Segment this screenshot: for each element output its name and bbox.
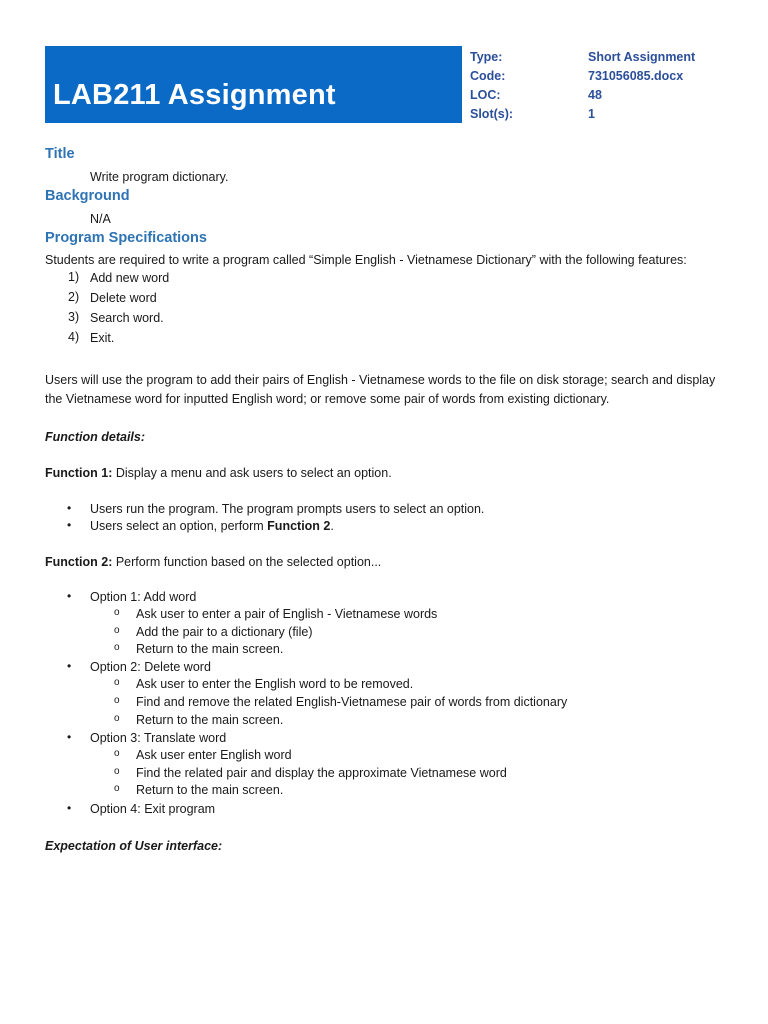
- meta-row-type: [470, 48, 760, 67]
- function-1-label: Function 1:: [45, 466, 113, 480]
- function-1-bullet-end: .: [330, 519, 334, 533]
- meta-value: 1: [588, 107, 595, 121]
- sub-bullet-icon: o: [114, 677, 120, 688]
- function-1-bullet: [90, 518, 334, 534]
- option-item: Option 3: Translate word: [90, 731, 227, 745]
- sub-bullet-icon: o: [114, 713, 120, 724]
- usage-paragraph-line: the Vietnamese word for inputted English word; or remove some pair of words from existing dictionary.: [45, 392, 610, 406]
- sub-bullet-icon: o: [114, 607, 120, 618]
- option-sub-item: Return to the main screen.: [136, 642, 284, 656]
- option-item: Option 1: Add word: [90, 590, 197, 604]
- sub-bullet-icon: o: [114, 625, 120, 636]
- sub-bullet-icon: o: [114, 783, 120, 794]
- meta-key: Code:: [470, 69, 506, 83]
- sub-bullet-icon: o: [114, 748, 120, 759]
- function-2-label: Function 2:: [45, 555, 113, 569]
- meta-row-loc: [470, 86, 760, 105]
- feature-item: Search word.: [90, 311, 164, 325]
- sub-bullet-icon: o: [114, 642, 120, 653]
- meta-table: [470, 48, 760, 124]
- title-text: Write program dictionary.: [90, 170, 229, 184]
- option-item: Option 4: Exit program: [90, 802, 216, 816]
- meta-row-code: [470, 67, 760, 86]
- option-sub-item: Ask user enter English word: [136, 748, 292, 762]
- meta-row-slots: [470, 105, 760, 124]
- bullet-icon: •: [67, 589, 72, 603]
- function-1-description: [45, 465, 392, 481]
- heading-title: Title: [45, 146, 75, 162]
- bullet-icon: •: [67, 501, 72, 515]
- option-sub-item: Return to the main screen.: [136, 783, 284, 797]
- usage-paragraph-line: Users will use the program to add their pairs of English - Vietnamese words to the file on disk storage; search and display: [45, 373, 716, 387]
- option-sub-item: Return to the main screen.: [136, 713, 284, 727]
- bullet-icon: •: [67, 659, 72, 673]
- background-text: N/A: [90, 212, 111, 226]
- title-banner: [45, 46, 462, 123]
- meta-value: 731056085.docx: [588, 69, 684, 83]
- feature-number: 3): [68, 310, 80, 324]
- bullet-icon: •: [67, 801, 72, 815]
- function-1-text: Display a menu and ask users to select an option.: [112, 466, 392, 480]
- function-details-heading: Function details:: [45, 430, 145, 444]
- feature-item: Exit.: [90, 331, 115, 345]
- ui-expectation-heading: Expectation of User interface:: [45, 839, 223, 853]
- function-2-description: [45, 554, 381, 570]
- meta-value: Short Assignment: [588, 50, 696, 64]
- meta-key: LOC:: [470, 88, 501, 102]
- bullet-icon: •: [67, 730, 72, 744]
- heading-background: Background: [45, 188, 130, 204]
- feature-number: 4): [68, 330, 80, 344]
- bullet-icon: •: [67, 518, 72, 532]
- option-sub-item: Find and remove the related English-Vietnamese pair of words from dictionary: [136, 695, 568, 709]
- meta-key: Type:: [470, 50, 503, 64]
- meta-value: 48: [588, 88, 602, 102]
- feature-number: 2): [68, 290, 80, 304]
- option-item: Option 2: Delete word: [90, 660, 211, 674]
- function-2-text: Perform function based on the selected option...: [112, 555, 382, 569]
- function-1-bullet-text: Users select an option, perform: [90, 519, 268, 533]
- document-title: LAB211 Assignment: [53, 79, 336, 111]
- function-2-reference: Function 2: [267, 519, 331, 533]
- feature-item: Delete word: [90, 291, 157, 305]
- meta-key: Slot(s):: [470, 107, 514, 121]
- feature-item: Add new word: [90, 271, 170, 285]
- heading-program-specifications: Program Specifications: [45, 230, 207, 246]
- function-1-bullet: Users run the program. The program prompts users to select an option.: [90, 502, 485, 516]
- sub-bullet-icon: o: [114, 766, 120, 777]
- option-sub-item: Find the related pair and display the approximate Vietnamese word: [136, 766, 507, 780]
- specs-intro: Students are required to write a program called “Simple English - Vietnamese Dictionary” with the following features:: [45, 253, 687, 267]
- option-sub-item: Add the pair to a dictionary (file): [136, 625, 313, 639]
- option-sub-item: Ask user to enter the English word to be removed.: [136, 677, 414, 691]
- option-sub-item: Ask user to enter a pair of English - Vietnamese words: [136, 607, 438, 621]
- feature-number: 1): [68, 270, 80, 284]
- sub-bullet-icon: o: [114, 695, 120, 706]
